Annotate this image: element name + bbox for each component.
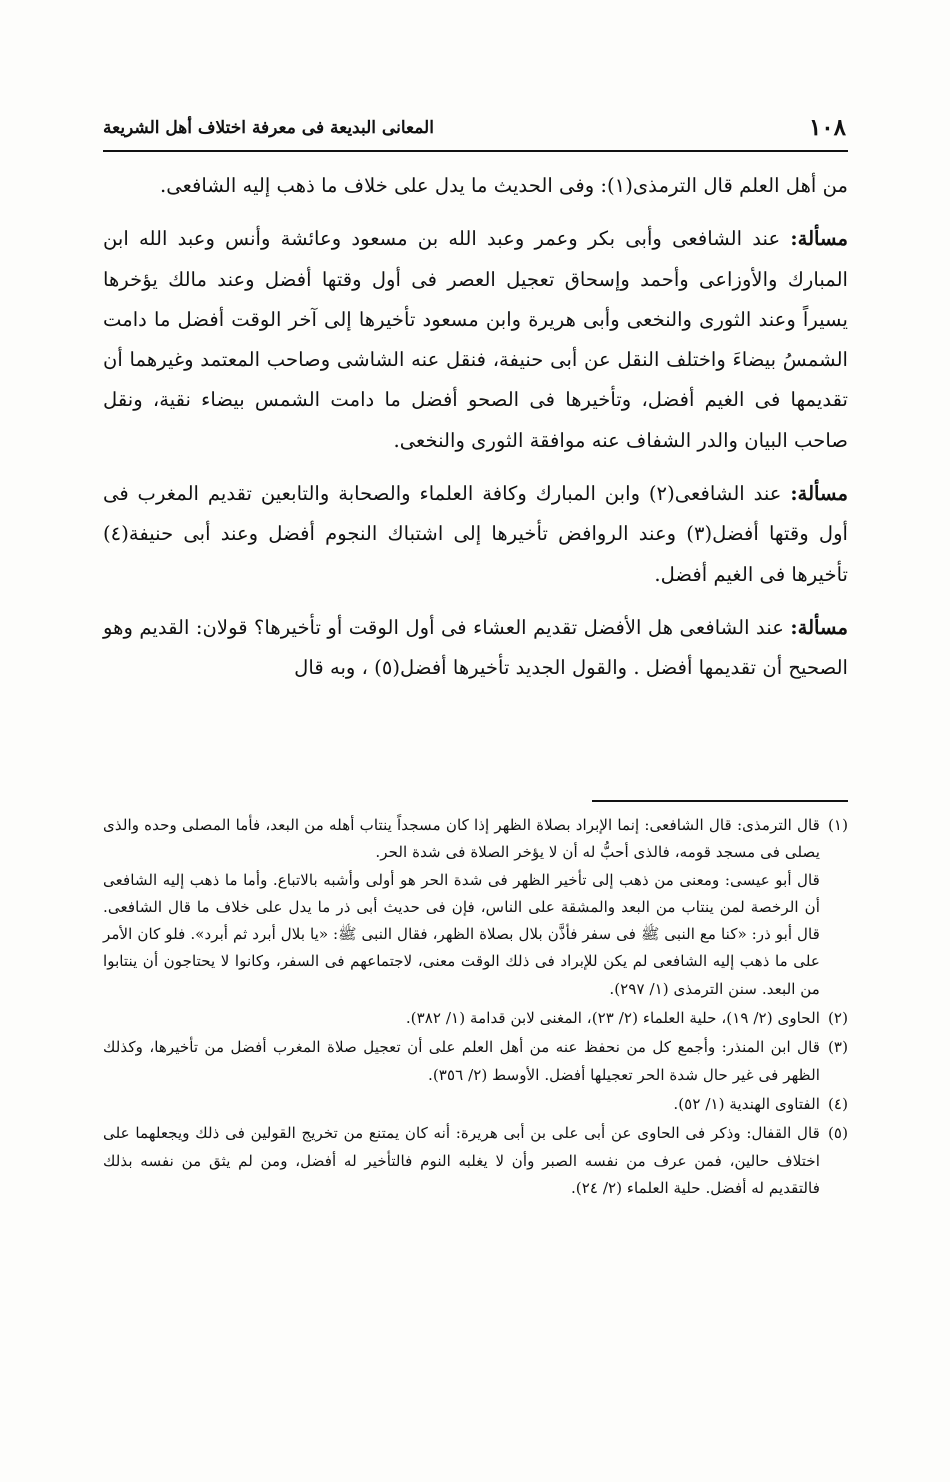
footnote-number: (٢)	[827, 1009, 848, 1028]
footnote-3	[103, 1034, 848, 1089]
issue-label: مسألة:	[790, 227, 848, 251]
footnote-text: قال أبو عيسى: ومعنى من ذهب إلى تأخير الظهر فى شدة الحر هو أولى وأشبه بالاتباع. وأما ما ذهب إليه الشافعى أن الرخصة لمن ينتاب من البعد والمشقة على الناس، فإن فى حديث أبى ذر ما يدل على خلاف ما قال الشافعى. قال أبو ذر: «كنا مع النبى ﷺ فى سفر فأذَّن بلال بصلاة الظهر، فقال النبى ﷺ: «يا بلال أبرد ثم أبرد». فلو كان الأمر على ما ذهب إليه الشافعى لم يكن للإبراد فى ذلك الوقت معنى، لاجتماعهم فى السفر، وكانوا لا يحتاجون أن ينتابوا من البعد. سنن الترمذى (١/ ٢٩٧).	[103, 870, 820, 998]
page-number: ١٠٨	[808, 114, 846, 141]
footnote-5	[103, 1120, 848, 1202]
footnote-text: قال الترمذى: قال الشافعى: إنما الإبراد بصلاة الظهر إذا كان مسجداً ينتاب أهله من البعد، فأما المصلى وحده والذى يصلى فى مسجد قومه، فالذى أحبُّ له أن لا يؤخر الصلاة فى شدة الحر.	[103, 816, 820, 862]
running-title: المعانى البديعة فى معرفة اختلاف أهل الشريعة	[103, 118, 434, 138]
footnote-text: الحاوى (٢/ ١٩)، حلية العلماء (٢/ ٢٣)، المغنى لابن قدامة (١/ ٣٨٢).	[405, 1009, 820, 1028]
page-header	[103, 112, 848, 146]
footnotes	[103, 812, 848, 1204]
footnote-2	[103, 1005, 848, 1032]
footnote-text: قال ابن المنذر: وأجمع كل من نحفظ عنه من أهل العلم على أن تعجيل صلاة المغرب أفضل من تأخيرها، وكذلك الظهر فى غير حال شدة الحر تعجيلها أفضل. الأوسط (٢/ ٣٥٦).	[103, 1038, 820, 1084]
paragraph-text: عند الشافعى(٢) وابن المبارك وكافة العلماء والصحابة والتابعين تقديم المغرب فى أول وقتها أفضل(٣) وعند الروافض تأخيرها إلى اشتباك النجوم أفضل وعند أبى حنيفة(٤) تأخيرها فى الغيم أفضل.	[103, 482, 848, 586]
issue-label: مسألة:	[790, 482, 848, 506]
footnote-4	[103, 1091, 848, 1118]
footnote-number: (٥)	[827, 1124, 848, 1143]
footnote-1	[103, 812, 848, 1003]
paragraph-2	[103, 219, 848, 461]
paragraph-4	[103, 608, 848, 689]
paragraph-1: من أهل العلم قال الترمذى(١): وفى الحديث ما يدل على خلاف ما ذهب إليه الشافعى.	[160, 174, 848, 197]
footnote-text: الفتاوى الهندية (١/ ٥٢).	[673, 1094, 820, 1113]
paragraph-3	[103, 474, 848, 595]
main-text	[103, 166, 848, 689]
paragraph-text: عند الشافعى وأبى بكر وعمر وعبد الله بن مسعود وعائشة وأنس وعبد الله ابن المبارك والأوزاعى وأحمد وإسحاق تعجيل العصر فى أول وقتها أفضل وعند مالك يؤخرها يسيراً وعند الثورى والنخعى وأبى هريرة وابن مسعود تأخيرها إلى آخر الوقت أفضل ما دامت الشمسُ بيضاءَ واختلف النقل عن أبى حنيفة، فنقل عنه الشاشى وصاحب المعتمد وغيرهما أن تقديمها فى الغيم أفضل، وتأخيرها فى الصحو أفضل ما دامت الشمس بيضاء نقية، ونقل صاحب البيان والدر الشفاف عنه موافقة الثورى والنخعى.	[103, 227, 849, 452]
header-rule	[103, 150, 848, 152]
paragraph-text: عند الشافعى هل الأفضل تقديم العشاء فى أول الوقت أو تأخيرها؟ قولان: القديم وهو الصحيح أن تقديمها أفضل . والقول الجديد تأخيرها أفضل(٥) ، وبه قال	[103, 615, 848, 680]
footnote-number: (١)	[827, 816, 848, 834]
footnote-number: (٤)	[827, 1094, 848, 1113]
footnote-separator	[592, 800, 848, 802]
footnote-text: قال القفال: وذكر فى الحاوى عن أبى على بن أبى هريرة: أنه كان يمتنع من تخريج القولين فى ذلك ويجعلهما على اختلاف حالين، فمن عرف من نفسه الصبر وأن لا يغلبه النوم فالتأخير له أفضل، ومن لم يثق من نفسه بذلك فالتقديم له أفضل. حلية العلماء (٢/ ٢٤).	[103, 1124, 820, 1197]
footnote-number: (٣)	[827, 1038, 848, 1057]
issue-label: مسألة:	[790, 615, 848, 639]
